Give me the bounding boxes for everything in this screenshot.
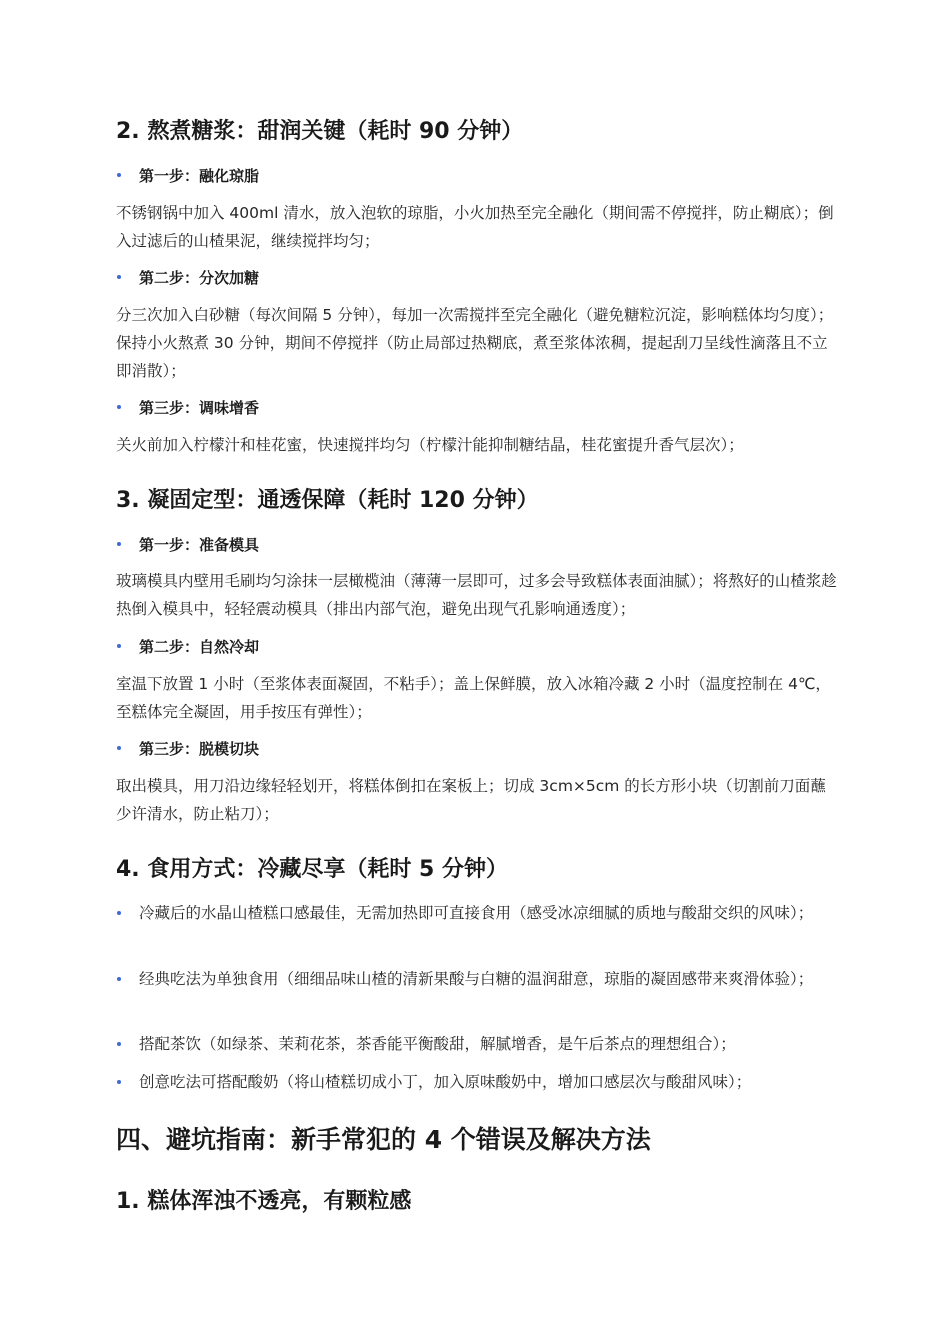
bullet-icon <box>117 1042 121 1046</box>
step-label: 第一步：准备模具 <box>139 535 260 554</box>
chapter-4-heading: 四、避坑指南：新手常犯的 4 个错误及解决方法 <box>116 1125 651 1154</box>
step-label: 第三步：调味增香 <box>139 398 260 417</box>
list-item <box>116 1030 838 1058</box>
bullet-icon <box>117 977 121 981</box>
step-label: 第一步：融化琼脂 <box>139 166 260 185</box>
list-item <box>116 899 838 927</box>
step-item <box>116 635 259 657</box>
step-label: 第二步：自然冷却 <box>139 637 260 656</box>
step-text: 关火前加入柠檬汁和桂花蜜，快速搅拌均匀（柠檬汁能抑制糖结晶，桂花蜜提升香气层次）； <box>116 436 744 454</box>
step-label: 第三步：脱模切块 <box>139 739 260 758</box>
step-text: 分三次加入白砂糖（每次间隔 5 分钟），每加一次需搅拌至完全融化（避免糖粒沉淀，影响糕体均匀度）；保持小火熬煮 30 分钟，期间不停搅拌（防止局部过热糊底，煮至浆体浓稠，提起刮刀呈线性滴落且不立即消散）； <box>116 306 834 380</box>
step-text: 室温下放置 1 小时（至浆体表面凝固，不粘手）；盖上保鲜膜，放入冰箱冷藏 2 小时（温度控制在 4℃，至糕体完全凝固，用手按压有弹性）； <box>116 675 831 721</box>
list-item-text: 冷藏后的水晶山楂糕口感最佳，无需加热即可直接食用（感受冰凉细腻的质地与酸甜交织的风味）； <box>139 904 814 922</box>
step-text: 玻璃模具内壁用毛刷均匀涂抹一层橄榄油（薄薄一层即可，过多会导致糕体表面油腻）；将熬好的山楂浆趁热倒入模具中，轻轻震动模具（排出内部气泡，避免出现气孔影响通透度）； <box>116 572 837 618</box>
subsection-1-heading: 1. 糕体浑浊不透亮，有颗粒感 <box>116 1189 412 1214</box>
bullet-icon <box>117 542 121 546</box>
list-item <box>116 965 838 993</box>
bullet-icon <box>117 644 121 648</box>
list-item-text: 创意吃法可搭配酸奶（将山楂糕切成小丁，加入原味酸奶中，增加口感层次与酸甜风味）； <box>139 1073 752 1091</box>
step-item <box>116 533 259 555</box>
list-item-text: 搭配茶饮（如绿茶、茉莉花茶，茶香能平衡酸甜，解腻增香，是午后茶点的理想组合）； <box>139 1035 736 1053</box>
step-text: 取出模具，用刀沿边缘轻轻划开，将糕体倒扣在案板上；切成 3cm×5cm 的长方形小块（切割前刀面蘸少许清水，防止粘刀）； <box>116 777 826 823</box>
bullet-icon <box>117 746 121 750</box>
step-label: 第二步：分次加糖 <box>139 268 260 287</box>
step-text: 不锈钢锅中加入 400ml 清水，放入泡软的琼脂，小火加热至完全融化（期间需不停搅拌，防止糊底）；倒入过滤后的山楂果泥，继续搅拌均匀； <box>116 204 834 250</box>
bullet-icon <box>117 1080 121 1084</box>
section-3-heading: 3. 凝固定型：通透保障（耗时 120 分钟） <box>116 488 539 513</box>
step-item <box>116 164 259 186</box>
step-item <box>116 266 259 288</box>
step-item <box>116 737 259 759</box>
bullet-icon <box>117 275 121 279</box>
section-2-heading: 2. 熬煮糖浆：甜润关键（耗时 90 分钟） <box>116 119 524 144</box>
section-4-heading: 4. 食用方式：冷藏尽享（耗时 5 分钟） <box>116 857 508 882</box>
bullet-icon <box>117 405 121 409</box>
list-item <box>116 1068 838 1096</box>
step-item <box>116 396 259 418</box>
bullet-icon <box>117 173 121 177</box>
bullet-icon <box>117 911 121 915</box>
list-item-text: 经典吃法为单独食用（细细品味山楂的清新果酸与白糖的温润甜意，琼脂的凝固感带来爽滑体验）； <box>139 970 814 988</box>
